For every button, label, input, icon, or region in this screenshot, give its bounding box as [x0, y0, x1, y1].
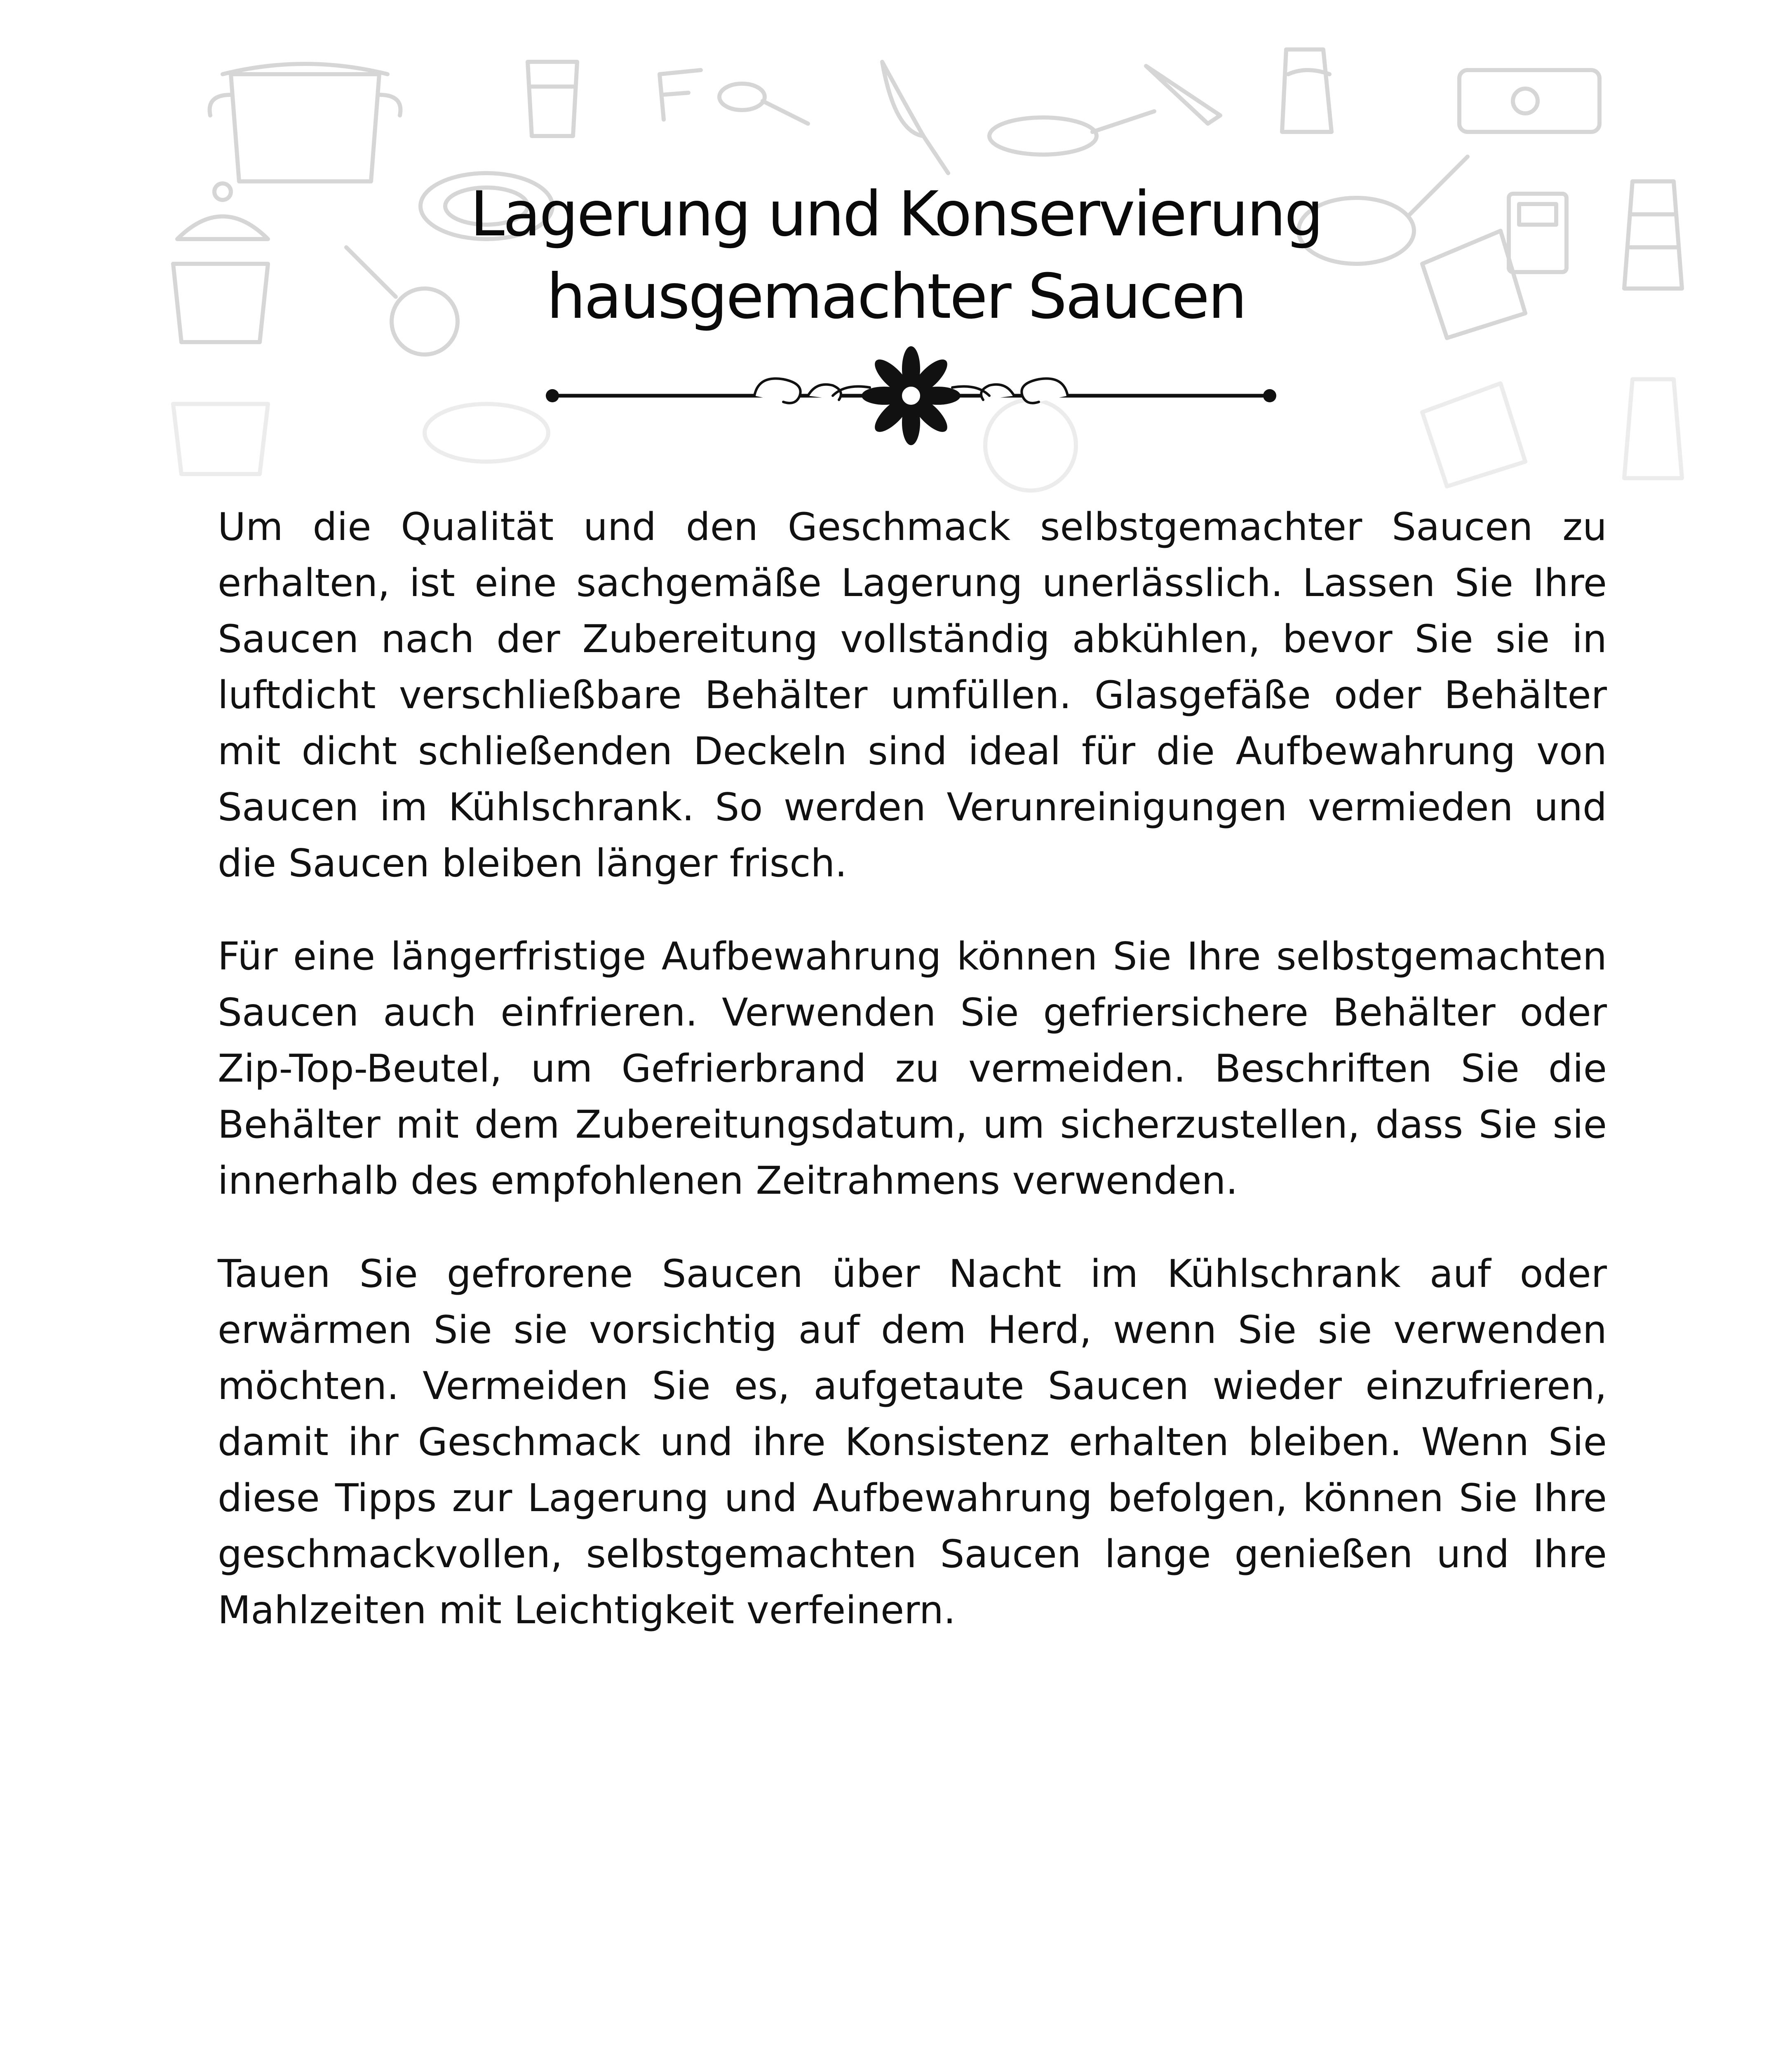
paragraph: Um die Qualität und den Geschmack selbstgemachter Saucen zu erhalten, ist eine sachgemäße Lagerung unerlässlich. Lassen Sie Ihre Saucen nach der Zubereitung vollständig abkühlen, bevor Sie sie in luftdicht verschließbare Behälter umfüllen. Glasgefäße oder Behälter mit dicht schließenden Deckeln sind ideal für die Aufbewahrung von Saucen im Kühlschrank. So werden Verunreinigungen vermieden und die Saucen bleiben länger frisch. — [218, 505, 1607, 885]
paragraph: Für eine längerfristige Aufbewahrung können Sie Ihre selbstgemachten Saucen auch einfrieren. Verwenden Sie gefriersichere Behälter oder Zip-Top-Beutel, um Gefrierbrand zu vermeiden. Beschriften Sie die Behälter mit dem Zubereitungsdatum, um sicherzustellen, dass Sie sie innerhalb des empfohlenen Zeitrahmens verwenden. — [218, 934, 1607, 1203]
title-line-2: hausgemachter Saucen — [546, 261, 1246, 333]
baking-ring-icon — [1459, 70, 1599, 132]
paragraph: Tauen Sie gefrorene Saucen über Nacht im Kühlschrank auf oder erwärmen Sie sie vorsichtig auf dem Herd, wenn Sie sie verwenden möchten. Vermeiden Sie es, aufgetaute Saucen wieder einzufrieren, damit ihr Geschmack und ihre Konsistenz erhalten bleiben. Wenn Sie diese Tipps zur Lagerung und Aufbewahrung befolgen, können Sie Ihre geschmackvollen, selbstgemachten Saucen lange genießen und Ihre Mahlzeiten mit Leichtigkeit verfeinern. — [218, 1251, 1607, 1632]
ornamental-divider — [544, 342, 1278, 449]
whisk-icon — [882, 62, 948, 173]
funnel-icon — [660, 70, 701, 120]
flower-ornament-icon — [862, 346, 961, 445]
cooking-pot-icon — [210, 64, 401, 181]
frying-pan-icon — [989, 111, 1154, 155]
title-line-1: Lagerung und Konservierung — [470, 178, 1322, 250]
page-title — [0, 173, 1792, 338]
glass-icon — [528, 62, 577, 136]
knife-icon — [1146, 66, 1220, 124]
spoon-icon — [719, 84, 808, 124]
body-text — [218, 499, 1607, 1675]
jug-icon — [1282, 49, 1332, 132]
